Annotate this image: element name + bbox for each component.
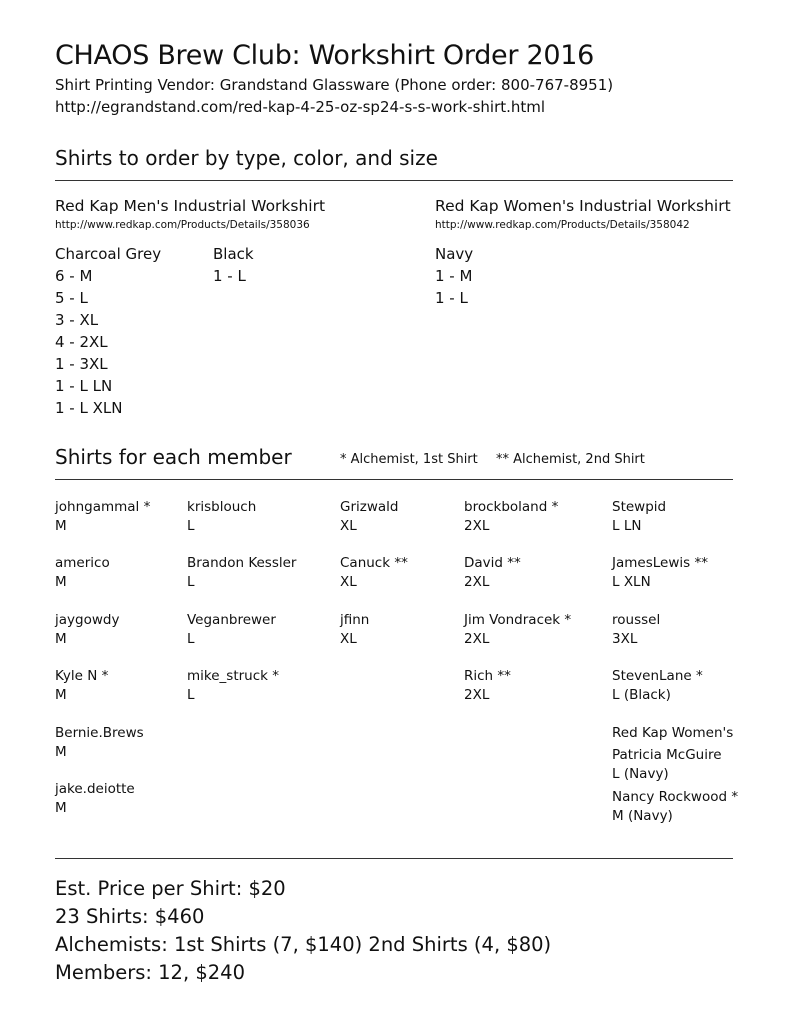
womens-product-link: http://www.redkap.com/Products/Details/358042 <box>435 219 690 231</box>
member-entry <box>612 788 738 826</box>
member-entry <box>55 554 110 592</box>
member-size: XL <box>340 574 357 590</box>
member-name: roussel <box>612 612 661 628</box>
member-size: M <box>55 518 67 534</box>
vendor-url: http://egrandstand.com/red-kap-4-25-oz-sp24-s-s-work-shirt.html <box>55 98 546 116</box>
size-count: 3 - XL <box>55 311 99 329</box>
member-size: L <box>187 687 195 703</box>
member-size: 2XL <box>464 687 490 703</box>
size-count: 1 - L XLN <box>55 399 123 417</box>
member-entry <box>187 498 256 536</box>
members-section-heading: Shirts for each member <box>55 445 292 469</box>
member-entry <box>464 667 511 705</box>
member-entry <box>55 724 144 762</box>
member-size: M (Navy) <box>612 808 673 824</box>
member-size: 2XL <box>464 518 490 534</box>
legend-second-shirt: ** Alchemist, 2nd Shirt <box>496 452 645 467</box>
color-label: Navy <box>435 245 474 263</box>
member-entry <box>612 746 722 784</box>
member-entry <box>464 498 558 536</box>
navy-column <box>435 243 473 309</box>
member-entry <box>187 611 276 649</box>
womens-members-heading: Red Kap Women's <box>612 725 734 741</box>
member-name: Grizwald <box>340 499 399 515</box>
member-size: L XLN <box>612 574 651 590</box>
member-entry <box>612 498 666 536</box>
member-size: L <box>187 518 195 534</box>
member-entry <box>340 554 408 592</box>
member-name: Jim Vondracek * <box>464 612 572 628</box>
member-name: Kyle N * <box>55 668 109 684</box>
summary-members: Members: 12, $240 <box>55 961 245 984</box>
member-name: jaygowdy <box>55 612 120 628</box>
member-entry <box>187 554 296 592</box>
color-label: Black <box>213 245 254 263</box>
summary-alchemists: Alchemists: 1st Shirts (7, $140) 2nd Shirts (4, $80) <box>55 933 552 956</box>
member-size: M <box>55 744 67 760</box>
member-name: americo <box>55 555 110 571</box>
member-size: XL <box>340 518 357 534</box>
member-name: Veganbrewer <box>187 612 276 628</box>
member-name: David ** <box>464 555 521 571</box>
divider-middle <box>55 479 733 480</box>
member-entry <box>612 667 703 705</box>
summary-total: 23 Shirts: $460 <box>55 905 205 928</box>
member-name: Nancy Rockwood * <box>612 789 739 805</box>
member-name: JamesLewis ** <box>612 555 708 571</box>
member-name: brockboland * <box>464 499 559 515</box>
size-count: 4 - 2XL <box>55 333 108 351</box>
member-name: StevenLane * <box>612 668 703 684</box>
size-count: 1 - L <box>435 289 468 307</box>
page-title: CHAOS Brew Club: Workshirt Order 2016 <box>55 40 594 71</box>
member-name: Stewpid <box>612 499 667 515</box>
size-count: 1 - M <box>435 267 473 285</box>
member-name: krisblouch <box>187 499 257 515</box>
member-name: johngammal * <box>55 499 151 515</box>
member-name: jfinn <box>340 612 370 628</box>
size-count: 1 - 3XL <box>55 355 108 373</box>
member-size: L LN <box>612 518 642 534</box>
member-name: mike_struck * <box>187 668 280 684</box>
member-entry <box>464 611 571 649</box>
black-column <box>213 243 254 287</box>
member-name: Bernie.Brews <box>55 725 144 741</box>
member-name: Patricia McGuire <box>612 747 722 763</box>
member-entry <box>55 667 108 705</box>
size-count: 1 - L LN <box>55 377 113 395</box>
member-name: Brandon Kessler <box>187 555 297 571</box>
color-label: Charcoal Grey <box>55 245 162 263</box>
member-size: 3XL <box>612 631 638 647</box>
summary-price: Est. Price per Shirt: $20 <box>55 877 286 900</box>
member-entry <box>612 554 708 592</box>
member-entry <box>55 498 150 536</box>
member-entry <box>464 554 521 592</box>
member-size: M <box>55 631 67 647</box>
member-entry <box>340 498 398 536</box>
member-size: 2XL <box>464 631 490 647</box>
member-entry <box>187 667 279 705</box>
member-size: L (Navy) <box>612 766 669 782</box>
size-count: 6 - M <box>55 267 93 285</box>
divider-bottom <box>55 858 733 859</box>
member-entry <box>55 611 119 649</box>
member-entry <box>55 780 135 818</box>
womens-product-name: Red Kap Women's Industrial Workshirt <box>435 197 731 215</box>
member-name: jake.deiotte <box>55 781 135 797</box>
size-count: 5 - L <box>55 289 88 307</box>
member-size: M <box>55 687 67 703</box>
mens-product-link: http://www.redkap.com/Products/Details/358036 <box>55 219 310 231</box>
member-entry <box>612 611 660 649</box>
member-size: M <box>55 800 67 816</box>
member-size: M <box>55 574 67 590</box>
member-size: XL <box>340 631 357 647</box>
size-count: 1 - L <box>213 267 246 285</box>
member-entry <box>340 611 369 649</box>
member-size: 2XL <box>464 574 490 590</box>
legend-first-shirt: * Alchemist, 1st Shirt <box>340 452 478 467</box>
member-name: Canuck ** <box>340 555 408 571</box>
member-size: L (Black) <box>612 687 671 703</box>
divider-top <box>55 180 733 181</box>
charcoal-grey-column <box>55 243 161 419</box>
member-name: Rich ** <box>464 668 511 684</box>
order-section-heading: Shirts to order by type, color, and size <box>55 146 438 170</box>
member-size: L <box>187 574 195 590</box>
mens-product-name: Red Kap Men's Industrial Workshirt <box>55 197 326 215</box>
vendor-line: Shirt Printing Vendor: Grandstand Glassware (Phone order: 800-767-8951) <box>55 76 614 94</box>
member-size: L <box>187 631 195 647</box>
